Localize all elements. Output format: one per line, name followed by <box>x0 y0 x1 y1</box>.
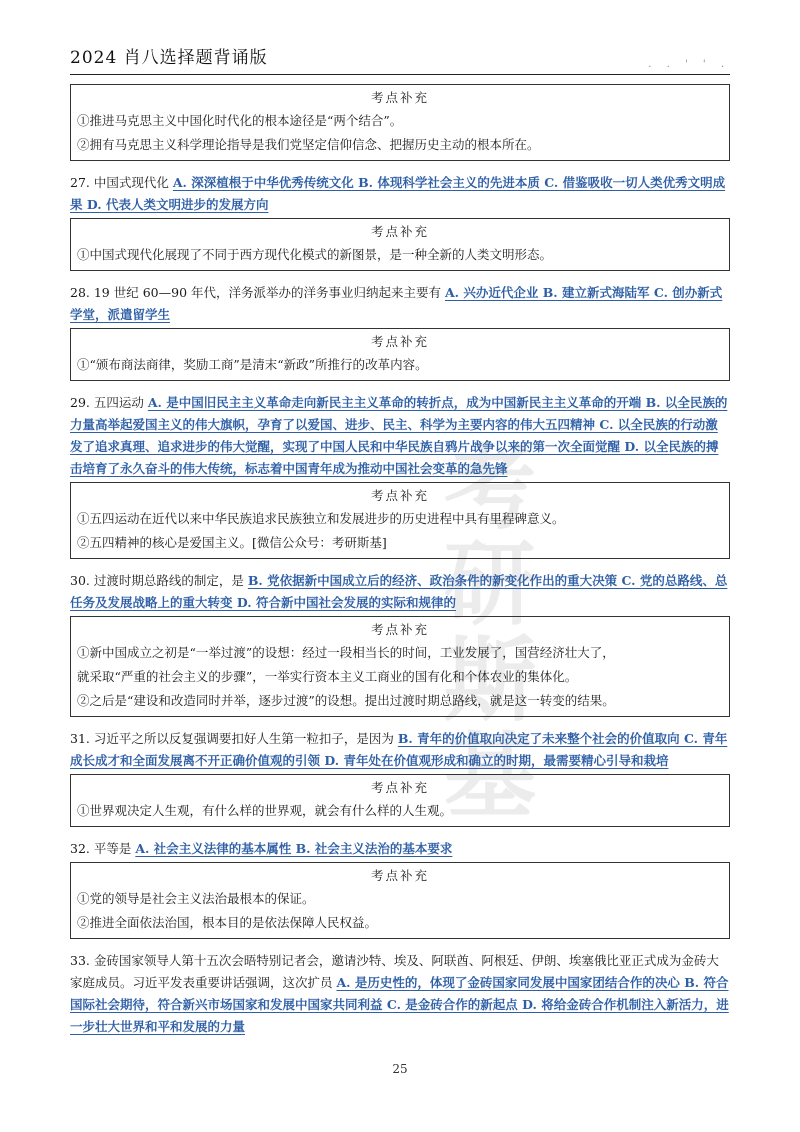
supplement-line: ①中国式现代化展现了不同于西方现代化模式的新图景，是一种全新的人类文明形态。 <box>77 247 553 262</box>
supplement-title: 考点补充 <box>370 90 429 105</box>
supplement-line: ①党的领导是社会主义法治最根本的保证。 <box>77 891 315 906</box>
supplement-line: ①五四运动在近代以来中华民族追求民族独立和发展进步的历史进程中具有里程碑意义。 <box>77 511 565 526</box>
watermark: 考研斯基 <box>443 434 536 830</box>
question-answer: A. 是中国旧民主主义革命走向新民主主义革命的转折点，成为中国新民主主义革命的开端 B. 以全民族的力量高举起爱国主义的伟大旗帜，孕育了以爱国、进步、民主、科学为主要内容的伟大五四精神 C. 以全民族的行动激发了追求真理、追求进步的伟大觉醒，实现了中国人民和中华民族自鸦片战争以来的第一次全面觉醒 D. 以全民族的搏击培育了永久奋斗的伟大传统，标志着中国青年成为推动中国社会变革的急先锋 <box>70 395 728 476</box>
question-stem: 30. 过渡时期总路线的制定，是 <box>70 573 248 588</box>
supplement-title: 考点补充 <box>370 868 429 883</box>
question-stem: 27. 中国式现代化 <box>70 175 173 190</box>
supplement-line: ②五四精神的核心是爱国主义。[微信公众号：考研斯基] <box>77 535 387 550</box>
document-body <box>70 84 730 1040</box>
supplement-line: 就采取“严重的社会主义的步骤”，一举实行资本主义工商业的国有化和个体农业的集体化。 <box>77 669 578 684</box>
page-header <box>70 44 730 75</box>
question-stem: 31. 习近平之所以反复强调要扣好人生第一粒扣子，是因为 <box>70 731 398 746</box>
supplement-title: 考点补充 <box>370 622 429 637</box>
supplement-box <box>70 774 730 827</box>
supplement-line: ②之后是“建设和改造同时并举，逐步过渡”的设想。提出过渡时期总路线，就是这一转变的结果。 <box>77 693 615 708</box>
supplement-line: ②推进全面依法治国，根本目的是依法保障人民权益。 <box>77 915 378 930</box>
supplement-line: ①新中国成立之初是“一举过渡”的设想：经过一段相当长的时间，工业发展了，国营经济壮大了， <box>77 645 615 660</box>
question-answer: A. 兴办近代企业 B. 建立新式海陆军 C. 创办新式学堂，派遣留学生 <box>70 285 723 322</box>
question-stem: 28. 19 世纪 60—90 年代，洋务派举办的洋务事业归纳起来主要有 <box>70 285 445 300</box>
page-number: 25 <box>392 1062 408 1076</box>
question-q28 <box>70 282 730 326</box>
supplement-line: ①“颁布商法商律，奖励工商”是清末“新政”所推行的改革内容。 <box>77 357 428 372</box>
supplement-box <box>70 328 730 381</box>
header-right-text: . . ' ' . <box>648 59 730 70</box>
supplement-title: 考点补充 <box>370 334 429 349</box>
question-answer: A. 社会主义法律的基本属性 B. 社会主义法治的基本要求 <box>135 841 453 856</box>
question-stem: 29. 五四运动 <box>70 395 148 410</box>
supplement-title: 考点补充 <box>370 224 429 239</box>
supplement-box <box>70 84 730 161</box>
question-stem: 32. 平等是 <box>70 841 136 856</box>
supplement-box <box>70 218 730 271</box>
question-answer: A. 是历史性的，体现了金砖国家同发展中国家团结合作的决心 B. 符合国际社会期待，符合新兴市场国家和发展中国家共同利益 C. 是金砖合作的新起点 D. 将给金砖合作机制注入新活力，进一步壮大世界和平和发展的力量 <box>70 975 729 1034</box>
supplement-box <box>70 862 730 939</box>
supplement-title: 考点补充 <box>370 488 429 503</box>
question-q29 <box>70 392 730 480</box>
supplement-line: ①推进马克思主义中国化时代化的根本途径是“两个结合”。 <box>77 113 403 128</box>
document-title: 2024 肖八选择题背诵版 <box>70 48 268 68</box>
supplement-line: ①世界观决定人生观，有什么样的世界观，就会有什么样的人生观。 <box>77 803 453 818</box>
supplement-box <box>70 616 730 717</box>
question-answer: B. 青年的价值取向决定了未来整个社会的价值取向 C. 青年成长成才和全面发展离不开正确价值观的引领 D. 青年处在价值观形成和确立的时期，最需要精心引导和栽培 <box>70 731 728 768</box>
question-answer: B. 党依据新中国成立后的经济、政治条件的新变化作出的重大决策 C. 党的总路线、总任务及发展战略上的重大转变 D. 符合新中国社会发展的实际和规律的 <box>70 573 728 610</box>
question-q31 <box>70 728 730 772</box>
question-answer: A. 深深植根于中华优秀传统文化 B. 体现科学社会主义的先进本质 C. 借鉴吸收一切人类优秀文明成果 D. 代表人类文明进步的发展方向 <box>70 175 726 212</box>
question-q30 <box>70 570 730 614</box>
supplement-title: 考点补充 <box>370 780 429 795</box>
question-q27 <box>70 172 730 216</box>
supplement-line: ②拥有马克思主义科学理论指导是我们党坚定信仰信念、把握历史主动的根本所在。 <box>77 137 540 152</box>
question-q33 <box>70 950 730 1038</box>
supplement-box <box>70 482 730 559</box>
question-q32 <box>70 838 730 860</box>
question-stem: 33. 金砖国家领导人第十五次会晤特别记者会，邀请沙特、埃及、阿联酋、阿根廷、伊朗、埃塞俄比亚正式成为金砖大家庭成员。习近平发表重要讲话强调，这次扩员 <box>70 953 719 990</box>
